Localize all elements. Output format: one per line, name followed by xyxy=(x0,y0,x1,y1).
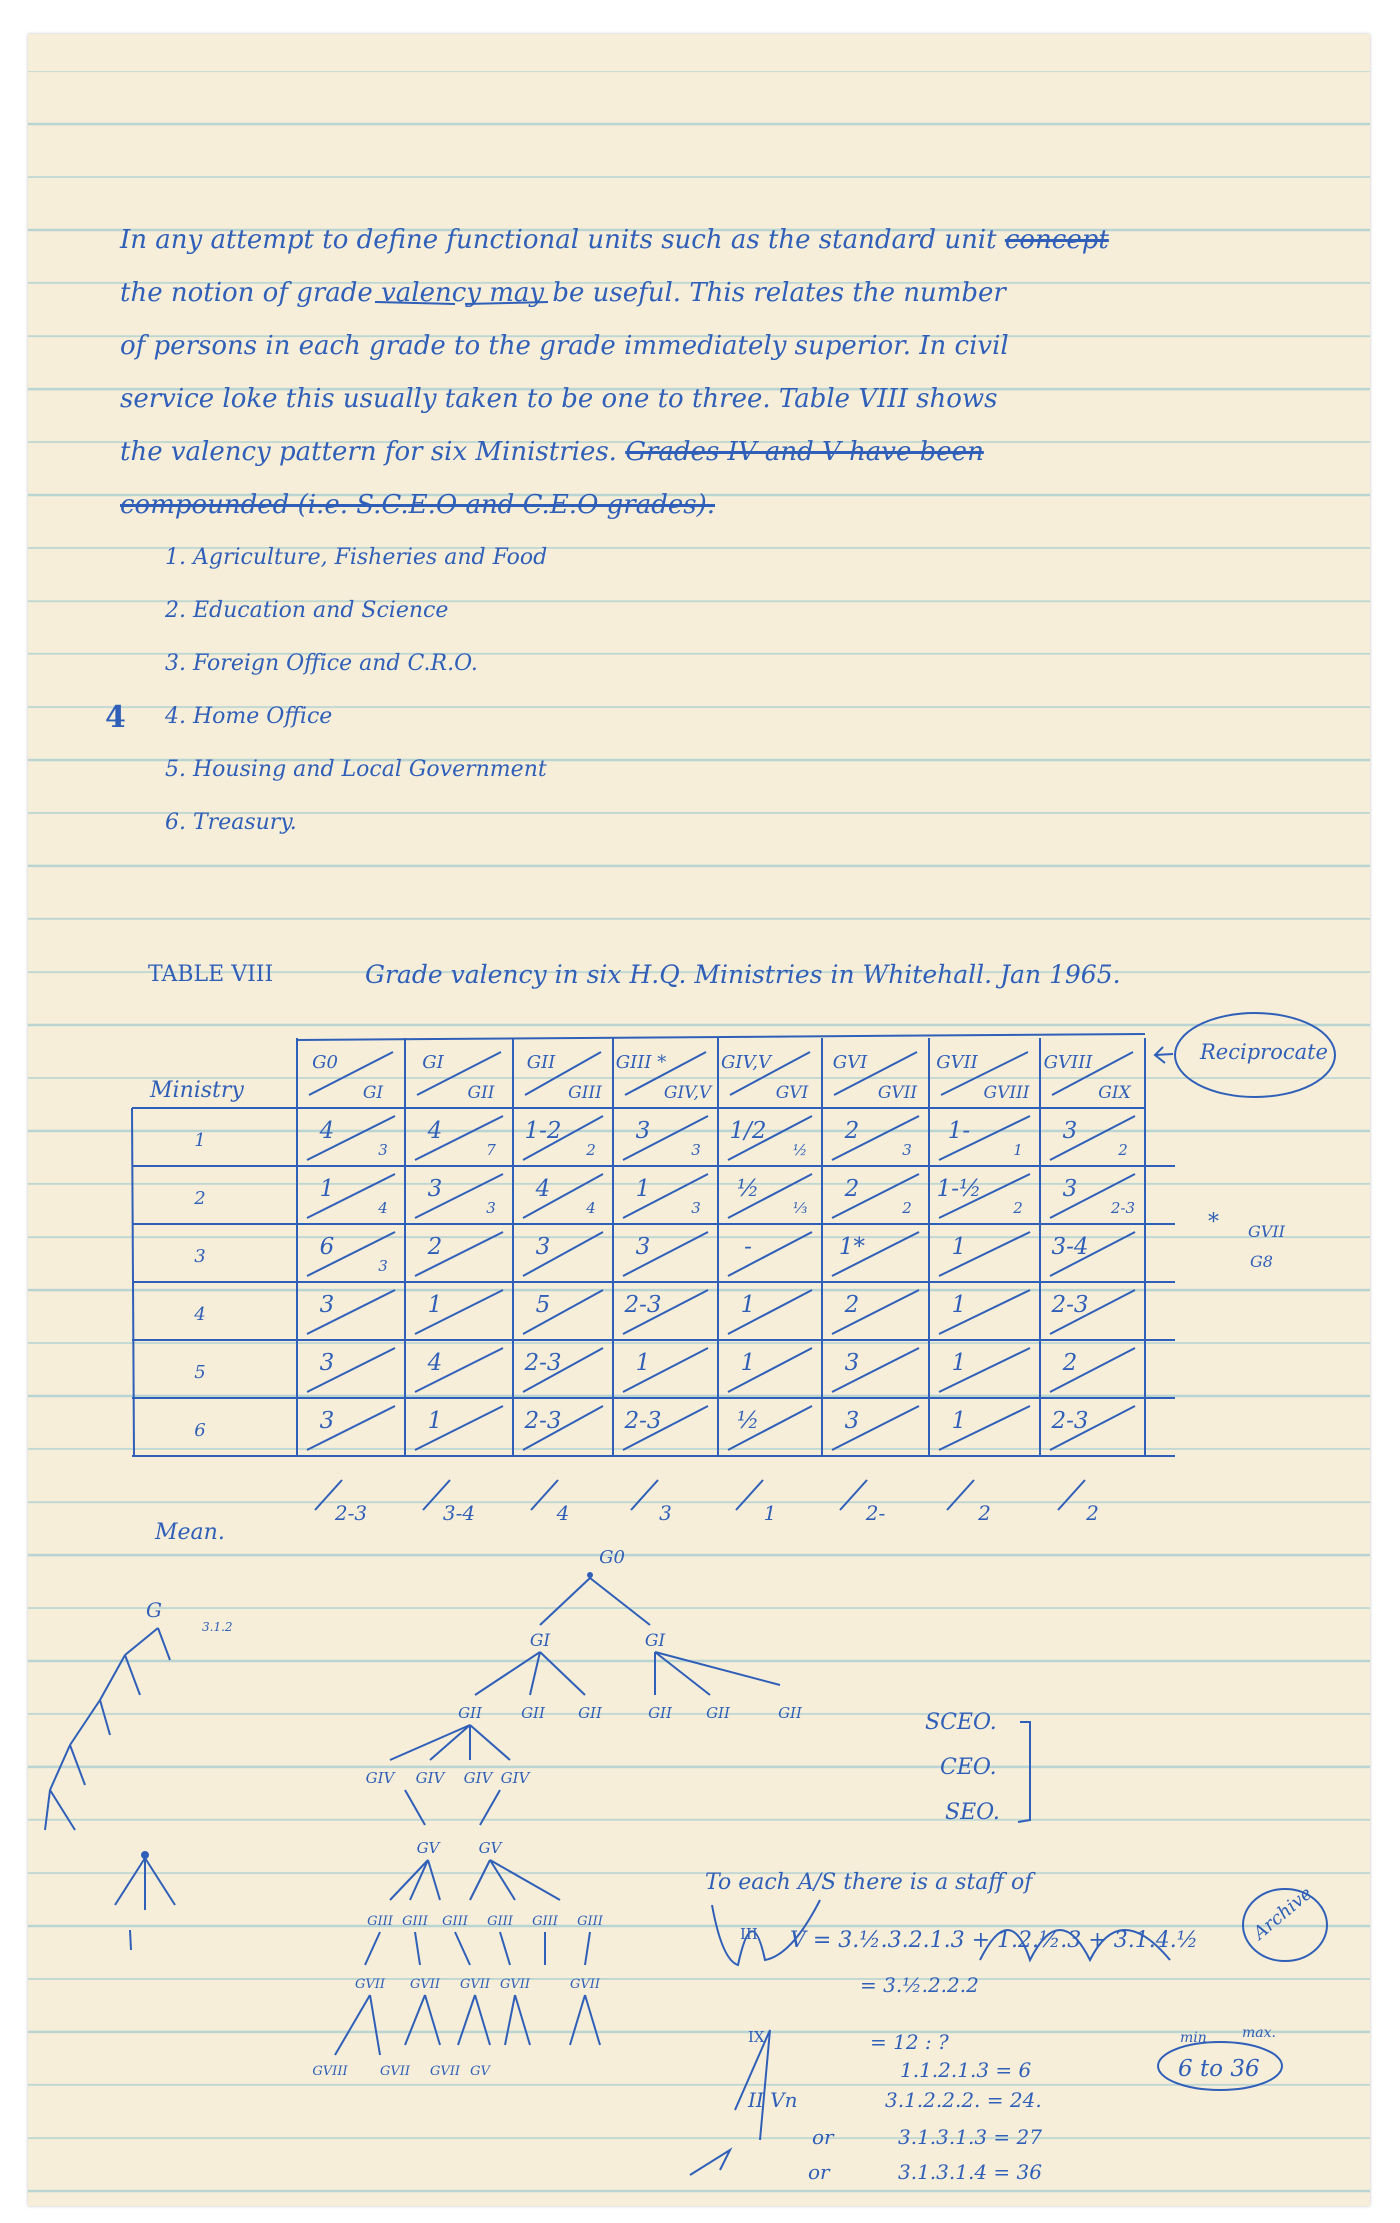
column-header-top: GII xyxy=(526,1052,556,1073)
row-ministry-number: 5 xyxy=(194,1362,206,1383)
tree-edge xyxy=(390,1860,428,1900)
paragraph-line-5: the valency pattern for six Ministries. Grades IV and V have been xyxy=(120,437,984,467)
column-header-top: GVIII xyxy=(1043,1052,1093,1073)
row-ministry-number: 1 xyxy=(194,1130,206,1151)
tree-edge xyxy=(490,1860,560,1900)
column-header-top: GIV,V xyxy=(720,1052,772,1073)
struck-phrase-2: compounded (i.e. S.C.E.O and C.E.O grades). xyxy=(120,490,716,520)
tree-edge xyxy=(458,1995,475,2045)
range-max-label: max. xyxy=(1242,2025,1276,2041)
cell-value: 2 xyxy=(427,1234,443,1260)
tree-edge xyxy=(365,1932,380,1965)
cell-subvalue: 7 xyxy=(486,1141,496,1159)
tree-node-label: GIII xyxy=(367,1914,393,1929)
cell-value: 1 xyxy=(427,1408,443,1434)
tree-node-label: GVII xyxy=(499,1977,531,1992)
cell-value: 1 xyxy=(951,1350,967,1376)
cell-value: 1- xyxy=(947,1118,971,1144)
mean-value: 2-3 xyxy=(334,1501,368,1525)
cell-value: 1 xyxy=(635,1350,651,1376)
tree-node-label: GII xyxy=(521,1704,545,1722)
cell-subvalue: 4 xyxy=(586,1199,596,1217)
column-header-top: GVI xyxy=(832,1052,868,1073)
tree-edge xyxy=(505,1995,515,2045)
reciprocate-circle xyxy=(1175,1013,1335,1097)
cell-subvalue: 2 xyxy=(902,1199,912,1217)
cell-value: 1-2 xyxy=(524,1118,562,1144)
cell-value: 4 xyxy=(535,1176,551,1202)
mean-value: 2- xyxy=(865,1501,886,1525)
calc-line: = 12 : ? xyxy=(870,2030,949,2054)
tree-edge xyxy=(470,1860,490,1900)
cell-subvalue: 2-3 xyxy=(1110,1199,1136,1217)
struck-phrase-1: Grades IV and V have been xyxy=(625,437,984,467)
cell-value: 3 xyxy=(319,1408,335,1434)
tree-node-label: GVII xyxy=(459,1977,491,1992)
range-min-label: min xyxy=(1180,2030,1207,2046)
calc-label: III xyxy=(740,1925,758,1943)
tree-node-label: GIII xyxy=(487,1914,513,1929)
tree-node-label: GIII xyxy=(577,1914,603,1929)
tree-node-label: GIII xyxy=(442,1914,468,1929)
column-header-bottom: GI xyxy=(362,1083,384,1103)
calc-label: or xyxy=(812,2125,834,2149)
tree-node-label: GI xyxy=(644,1631,666,1651)
tree-edge xyxy=(515,1995,530,2045)
column-header-bottom: GII xyxy=(467,1083,495,1103)
tree-edge xyxy=(410,1860,428,1900)
tree-edge xyxy=(370,1995,380,2055)
cell-value: 1/2 xyxy=(729,1118,767,1144)
calc-line: 1.1.2.1.3 = 6 xyxy=(900,2058,1032,2082)
mean-slash xyxy=(1058,1480,1085,1510)
tree-edge xyxy=(585,1932,590,1965)
cell-value: 3 xyxy=(844,1408,860,1434)
calc-line: 3.1.3.1.3 = 27 xyxy=(898,2125,1042,2149)
margin-mark: 4 xyxy=(105,700,126,735)
mean-value: 1 xyxy=(763,1501,777,1525)
cell-subvalue: 2 xyxy=(586,1141,596,1159)
row-ministry-number: 4 xyxy=(194,1304,206,1325)
calc-line: 3.1.2.2.2. = 24. xyxy=(885,2088,1042,2112)
tree-node-label: GIII xyxy=(532,1914,558,1929)
cell-subvalue: 1 xyxy=(1013,1141,1023,1159)
tree-node-label: GII xyxy=(706,1704,730,1722)
tree-edge xyxy=(405,1995,425,2045)
range-value: 6 to 36 xyxy=(1178,2056,1260,2082)
cell-value: 2-3 xyxy=(524,1350,562,1376)
cell-value: 1 xyxy=(635,1176,651,1202)
column-header-bottom: GVII xyxy=(877,1083,918,1103)
tree-edge xyxy=(570,1995,585,2045)
tree-node-label: GVII xyxy=(429,2064,461,2079)
calc-line: V = 3.½.3.2.1.3 + 1.2.½.3 + 3.1.4.½ xyxy=(790,1928,1199,1953)
cell-value: 6 xyxy=(319,1234,335,1260)
cell-value: 2-3 xyxy=(1051,1292,1089,1318)
tree-root-node xyxy=(587,1572,593,1578)
cell-value: 5 xyxy=(535,1292,551,1318)
tree-edge xyxy=(425,1995,440,2045)
tree-node-label: GVII xyxy=(569,1977,601,1992)
cell-subvalue: 3 xyxy=(691,1141,701,1159)
tree-node-label: GII xyxy=(648,1704,672,1722)
mean-slash xyxy=(531,1480,558,1510)
tree-node-label: GVII xyxy=(354,1977,386,1992)
side-tree-node xyxy=(142,1852,148,1858)
tree-edge xyxy=(590,1578,650,1625)
cell-value: 1 xyxy=(427,1292,443,1318)
list-item: Education and Science xyxy=(193,598,449,623)
calc-label: II Vn xyxy=(748,2088,798,2112)
cell-value: 3 xyxy=(635,1118,651,1144)
scribble-strike xyxy=(690,2030,770,2175)
cell-value: 2-3 xyxy=(624,1408,662,1434)
paragraph-line-1: In any attempt to define functional units such as the standard unit concept xyxy=(120,225,1109,255)
tree-node-label: GIII xyxy=(402,1914,428,1929)
cell-subvalue: 3 xyxy=(378,1257,388,1275)
cell-value: 1* xyxy=(838,1234,866,1260)
calc-intro: To each A/S there is a staff of xyxy=(705,1870,1033,1895)
calc-line: 3.1.3.1.4 = 36 xyxy=(898,2160,1042,2184)
cell-subvalue: 2 xyxy=(1118,1141,1128,1159)
mean-value: 3-4 xyxy=(442,1501,476,1525)
range-circle xyxy=(1158,2042,1282,2090)
mean-slash xyxy=(840,1480,867,1510)
cell-value: 2-3 xyxy=(524,1408,562,1434)
footnote-bottom: G8 xyxy=(1250,1252,1273,1271)
paragraph-line-3: of persons in each grade to the grade immediately superior. In civil xyxy=(120,331,1009,361)
tree-node-label: GIV xyxy=(365,1769,395,1787)
cell-value: 3 xyxy=(319,1350,335,1376)
archive-stamp-circle xyxy=(1243,1889,1327,1961)
list-number: 5. xyxy=(165,757,186,782)
cell-value: 3 xyxy=(427,1176,443,1202)
calc-line: = 3.½.2.2.2 xyxy=(860,1973,979,1997)
cell-value: 2 xyxy=(1062,1350,1078,1376)
tree-edge xyxy=(500,1932,510,1965)
tree-node-label: GVII xyxy=(379,2064,411,2079)
paragraph-line-2: the notion of grade valency may be useful. This relates the number xyxy=(120,278,1006,308)
archive-stamp: Archive xyxy=(1249,1883,1317,1944)
cell-value: 3 xyxy=(635,1234,651,1260)
tree-edge xyxy=(430,1725,470,1760)
cell-value: 1-½ xyxy=(936,1176,982,1202)
mean-slash xyxy=(947,1480,974,1510)
tree-edge xyxy=(540,1578,590,1625)
tree-edge xyxy=(655,1652,780,1685)
list-number: 2. xyxy=(165,598,186,623)
tree-node-label: GII xyxy=(458,1704,482,1722)
cell-value: 1 xyxy=(319,1176,335,1202)
list-item: Housing and Local Government xyxy=(193,757,547,782)
column-header-bottom: GVI xyxy=(775,1083,809,1103)
scribble-strike xyxy=(712,1900,1170,1965)
tree-node-label: GVII xyxy=(409,1977,441,1992)
cell-value: 2-3 xyxy=(1051,1408,1089,1434)
bracket-grade: SCEO. xyxy=(925,1710,997,1735)
cell-value: 3 xyxy=(844,1350,860,1376)
cell-value: 1 xyxy=(951,1234,967,1260)
tree-node-label: GVIII xyxy=(312,2064,348,2079)
list-item: Treasury. xyxy=(193,810,297,835)
reciprocate-arrow xyxy=(1155,1047,1173,1063)
list-number: 1. xyxy=(165,545,186,570)
mean-value: 2 xyxy=(1086,1501,1099,1525)
side-tree-label: G xyxy=(146,1598,162,1622)
mean-label: Mean. xyxy=(155,1520,225,1545)
cell-subvalue: 3 xyxy=(691,1199,701,1217)
column-header-top: GIII * xyxy=(615,1052,667,1073)
side-tree-note: 3.1.2 xyxy=(202,1620,233,1634)
cell-value: 3 xyxy=(535,1234,551,1260)
cell-subvalue: 3 xyxy=(378,1141,388,1159)
cell-value: 2-3 xyxy=(624,1292,662,1318)
cell-value: 1 xyxy=(951,1408,967,1434)
cell-value: ½ xyxy=(736,1176,760,1202)
cell-subvalue: 3 xyxy=(486,1199,496,1217)
list-item: Foreign Office and C.R.O. xyxy=(193,651,478,676)
side-tree-edges xyxy=(45,1628,170,1830)
cell-value: 4 xyxy=(319,1118,335,1144)
cell-value: 2 xyxy=(844,1292,860,1318)
tree-node-label: GI xyxy=(529,1631,551,1651)
column-header-bottom: GVIII xyxy=(983,1083,1030,1103)
tree-edge xyxy=(390,1725,470,1760)
cell-value: 1 xyxy=(740,1350,756,1376)
cell-value: 3-4 xyxy=(1051,1234,1089,1260)
tree-edge xyxy=(335,1995,370,2055)
cell-value: 4 xyxy=(427,1118,443,1144)
column-header-top: GVII xyxy=(936,1052,978,1073)
tree-node-label: GII xyxy=(578,1704,602,1722)
cell-subvalue: 3 xyxy=(902,1141,912,1159)
table-label: TABLE VIII xyxy=(148,962,274,987)
bracket-grade: CEO. xyxy=(940,1755,997,1780)
list-item: Home Office xyxy=(193,704,333,729)
row-ministry-number: 6 xyxy=(194,1420,206,1441)
bracket-grade: SEO. xyxy=(945,1800,1000,1825)
mean-slash xyxy=(631,1480,658,1510)
tree-node-label: G0 xyxy=(599,1547,625,1568)
row-header: Ministry xyxy=(150,1078,244,1103)
cell-value: 3 xyxy=(1062,1118,1078,1144)
row-ministry-number: 2 xyxy=(194,1188,206,1209)
tree-edge xyxy=(428,1860,440,1900)
tree-edge xyxy=(475,1995,490,2045)
column-header-bottom: GIV,V xyxy=(663,1083,712,1103)
tree-edge xyxy=(405,1790,425,1825)
table-rule xyxy=(297,1034,1145,1040)
reciprocate-note: Reciprocate xyxy=(1200,1040,1328,1064)
cell-subvalue: 2 xyxy=(1013,1199,1023,1217)
tree-edge xyxy=(480,1790,500,1825)
column-header-bottom: GIX xyxy=(1098,1083,1131,1103)
cell-value: 4 xyxy=(427,1350,443,1376)
list-number: 4. xyxy=(165,704,186,729)
tree-node-label: GV xyxy=(416,1839,440,1857)
cell-subvalue: 4 xyxy=(378,1199,388,1217)
mean-value: 3 xyxy=(659,1501,672,1525)
list-item: Agriculture, Fisheries and Food xyxy=(193,545,548,570)
column-header-top: GI xyxy=(422,1052,444,1073)
tree-edge xyxy=(415,1932,420,1965)
row-ministry-number: 3 xyxy=(194,1246,206,1267)
tree-node-label: GII xyxy=(778,1704,802,1722)
cell-slash xyxy=(728,1232,812,1276)
mean-value: 4 xyxy=(556,1501,570,1525)
list-number: 6. xyxy=(165,810,186,835)
emphasis-underline xyxy=(375,302,548,304)
calc-label: or xyxy=(808,2160,830,2184)
cell-value: 3 xyxy=(1062,1176,1078,1202)
calc-label: IX xyxy=(748,2028,765,2046)
mean-slash xyxy=(736,1480,763,1510)
table-rule xyxy=(132,1108,134,1456)
cell-value: 2 xyxy=(844,1118,860,1144)
tree-node-label: GIV xyxy=(500,1769,530,1787)
footnote-mark: * xyxy=(1208,1210,1219,1235)
cell-value: 1 xyxy=(740,1292,756,1318)
tree-edge xyxy=(475,1652,540,1695)
cell-value: 1 xyxy=(951,1292,967,1318)
tree-edge xyxy=(455,1932,470,1965)
footnote-top: GVII xyxy=(1248,1222,1285,1241)
list-number: 3. xyxy=(165,651,186,676)
cell-value: ½ xyxy=(736,1408,760,1434)
cell-subvalue: ½ xyxy=(792,1141,808,1159)
paragraph-line-4: service loke this usually taken to be one to three. Table VIII shows xyxy=(120,384,998,414)
column-header-bottom: GIII xyxy=(568,1083,602,1103)
tree-edge xyxy=(540,1652,585,1695)
column-header-top: G0 xyxy=(312,1052,338,1073)
tree-node-label: GV xyxy=(478,1839,502,1857)
cell-value: 2 xyxy=(844,1176,860,1202)
tree-node-label: GV xyxy=(470,2064,490,2079)
tree-edge xyxy=(470,1725,510,1760)
struck-word: concept xyxy=(1004,225,1109,255)
tree-node-label: GIV xyxy=(415,1769,445,1787)
cell-subvalue: ⅓ xyxy=(792,1199,808,1217)
table-title: Grade valency in six H.Q. Ministries in Whitehall. Jan 1965. xyxy=(365,960,1121,989)
mean-value: 2 xyxy=(978,1501,991,1525)
side-tree-edges xyxy=(115,1858,175,1950)
cell-value: 3 xyxy=(319,1292,335,1318)
tree-node-label: GIV xyxy=(463,1769,493,1787)
cell-value: - xyxy=(744,1234,752,1260)
grades-bracket xyxy=(1018,1722,1030,1822)
tree-edge xyxy=(585,1995,600,2045)
